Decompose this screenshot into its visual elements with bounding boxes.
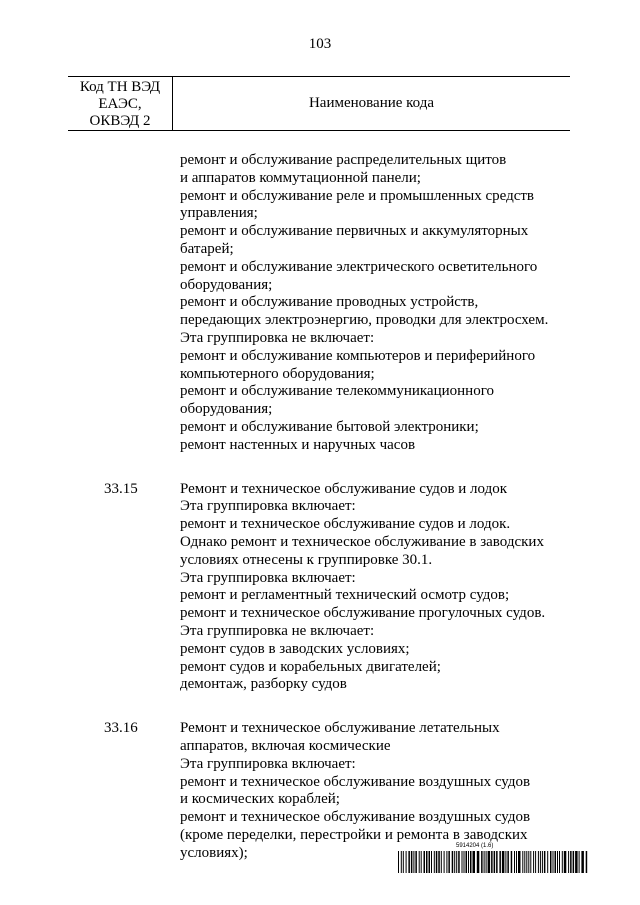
description-line: аппаратов, включая космические (180, 737, 391, 754)
description-line: ремонт и техническое обслуживание воздушных судов (180, 773, 531, 790)
barcode-bar (530, 851, 531, 873)
barcode-bar (403, 851, 404, 873)
barcode-bar (528, 851, 529, 873)
description-line: ремонт и обслуживание распределительных щитов (180, 152, 507, 168)
description-line: ремонт и техническое обслуживание воздушных судов (180, 809, 531, 826)
description-line: ремонт и обслуживание телекоммуникационного (180, 383, 494, 400)
header-name-column: Наименование кода (308, 95, 435, 111)
barcode-bar (550, 851, 552, 873)
barcode-label: 5914204 (1.6) (456, 843, 494, 849)
barcode-bar (522, 851, 523, 873)
barcode-bar (401, 851, 402, 873)
barcode-bar (446, 851, 447, 873)
barcode (398, 843, 588, 875)
description-line: передающих электроэнергию, проводки для электросхем. (180, 312, 549, 329)
barcode-bar (481, 851, 483, 873)
barcode-bar (516, 851, 517, 873)
barcode-bar (452, 851, 454, 873)
description-line: батарей; (180, 240, 234, 257)
barcode-bar (514, 851, 515, 873)
barcode-bar (494, 851, 496, 873)
header-code-line: ОКВЭД 2 (89, 113, 151, 129)
table-header (68, 76, 570, 131)
description-line: демонтаж, разборку судов (180, 676, 347, 693)
code-entry (68, 481, 570, 695)
barcode-bar (533, 851, 534, 873)
barcode-bar (511, 851, 513, 873)
barcode-bar (540, 851, 541, 873)
barcode-bar (553, 851, 554, 873)
barcode-bar (466, 851, 468, 873)
barcode-bar (488, 851, 491, 873)
barcode-bar (454, 851, 455, 873)
barcode-bar (419, 851, 420, 873)
description-line: оборудования; (180, 276, 273, 293)
barcode-bar (441, 851, 442, 873)
description-line: ремонт и техническое обслуживание прогулочных судов. (180, 605, 546, 622)
barcode-bar (579, 851, 580, 873)
description-line: условиях); (180, 844, 248, 861)
barcode-bar (438, 851, 440, 873)
barcode-bar (496, 851, 498, 873)
description-line: Ремонт и техническое обслуживание судов и лодок (180, 480, 508, 497)
barcode-bar (586, 851, 588, 873)
barcode-bar (462, 851, 463, 873)
barcode-bar (426, 851, 428, 873)
barcode-bar (486, 851, 487, 873)
description-line: Эта группировка включает: (180, 755, 356, 772)
description-line: условиях отнесены к группировке 30.1. (180, 551, 433, 568)
entry-description (180, 152, 570, 455)
barcode-bar (535, 851, 536, 873)
barcode-bar (464, 851, 465, 873)
description-line: Эта группировка включает: (180, 498, 356, 515)
barcode-bar (411, 851, 413, 873)
code-entry (68, 152, 570, 455)
barcode-bar (581, 851, 584, 873)
barcode-bar (413, 851, 414, 873)
barcode-bar (547, 851, 548, 873)
description-line: и космических кораблей; (180, 791, 340, 808)
barcode-bar (499, 851, 501, 873)
page-number: 103 (308, 36, 332, 52)
barcode-bar (538, 851, 539, 873)
description-line: ремонт и обслуживание компьютеров и периферийного (180, 347, 536, 364)
barcode-bar (573, 851, 575, 873)
barcode-bar (559, 851, 560, 873)
description-line: Ремонт и техническое обслуживание летательных (180, 720, 500, 737)
barcode-bar (562, 851, 563, 873)
description-line: ремонт настенных и наручных часов (180, 436, 416, 453)
barcode-bar (570, 851, 572, 873)
description-line: компьютерного оборудования; (180, 365, 375, 382)
barcode-bar (557, 851, 558, 873)
barcode-bar (477, 851, 480, 873)
barcode-bar (431, 851, 432, 873)
barcode-bar (468, 851, 469, 873)
barcode-bar (406, 851, 407, 873)
header-code-line: ЕАЭС, (98, 96, 142, 112)
description-line: ремонт и обслуживание проводных устройств, (180, 294, 479, 311)
barcode-bar (491, 851, 493, 873)
code-entry (68, 720, 570, 862)
entry-code: 33.16 (104, 720, 138, 737)
document-body (68, 152, 570, 862)
description-line: Однако ремонт и техническое обслуживание в заводских (180, 533, 544, 550)
barcode-bar (421, 851, 422, 873)
section-gap (68, 455, 570, 481)
barcode-bar (555, 851, 557, 873)
description-line: ремонт и техническое обслуживание судов и лодок. (180, 516, 511, 533)
section-gap (68, 694, 570, 720)
description-line: ремонт и обслуживание бытовой электроники; (180, 418, 479, 435)
description-line: (кроме переделки, перестройки и ремонта в заводских (180, 826, 528, 843)
barcode-bar (542, 851, 543, 873)
barcode-bar (444, 851, 445, 873)
description-line: ремонт судов и корабельных двигателей; (180, 658, 441, 675)
barcode-bar (544, 851, 546, 873)
header-code-line: Код ТН ВЭД (79, 79, 161, 95)
barcode-bar (436, 851, 438, 873)
barcode-bar (415, 851, 417, 873)
barcode-bar (507, 851, 509, 873)
barcode-bar (524, 851, 525, 873)
description-line: и аппаратов коммутационной панели; (180, 169, 421, 186)
barcode-bar (424, 851, 426, 873)
barcode-bar (526, 851, 527, 873)
barcode-bar (429, 851, 431, 873)
barcode-bar (448, 851, 450, 873)
description-line: Эта группировка включает: (180, 569, 356, 586)
description-line: управления; (180, 205, 258, 222)
description-line: ремонт судов в заводских условиях; (180, 640, 410, 657)
barcode-icon (398, 851, 588, 873)
header-code-column (68, 77, 173, 130)
entry-description (180, 481, 570, 695)
barcode-bar (470, 851, 472, 873)
barcode-bar (568, 851, 569, 873)
barcode-bar (564, 851, 567, 873)
barcode-bar (408, 851, 410, 873)
barcode-bar (484, 851, 485, 873)
description-line: ремонт и регламентный технический осмотр судов; (180, 587, 510, 604)
description-line: Эта группировка не включает: (180, 622, 375, 639)
barcode-bar (398, 851, 399, 873)
description-line: ремонт и обслуживание электрического осветительного (180, 258, 538, 275)
barcode-bar (518, 851, 521, 873)
description-line: оборудования; (180, 401, 273, 418)
barcode-bar (505, 851, 506, 873)
description-line: Эта группировка не включает: (180, 329, 375, 346)
barcode-bar (456, 851, 457, 873)
entry-description (180, 720, 570, 862)
entry-code: 33.15 (104, 480, 138, 497)
barcode-bar (575, 851, 578, 873)
description-line: ремонт и обслуживание реле и промышленных средств (180, 187, 534, 204)
barcode-bar (434, 851, 435, 873)
barcode-bar (473, 851, 476, 873)
barcode-bar (502, 851, 505, 873)
description-line: ремонт и обслуживание первичных и аккумуляторных (180, 223, 529, 240)
barcode-bar (458, 851, 460, 873)
